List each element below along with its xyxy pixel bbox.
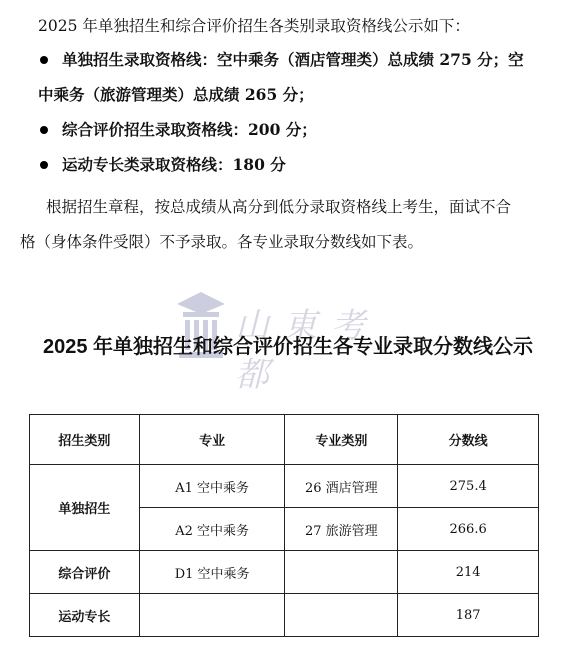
major-cell: A2 空中乘务	[139, 508, 285, 551]
score-cell: 187	[398, 594, 539, 637]
bullet-text: 运动专长类录取资格线：180 分	[62, 155, 286, 174]
bullet-icon	[40, 56, 48, 64]
category-cell: 运动专长	[30, 594, 140, 637]
major-type-cell	[285, 551, 398, 594]
table-row	[30, 465, 539, 508]
paragraph-line-1: 根据招生章程，按总成绩从高分到低分录取资格线上考生，面试不合	[46, 198, 512, 216]
header-cell: 分数线	[398, 415, 539, 465]
major-type-cell	[285, 594, 398, 637]
bullet-text: 综合评价招生录取资格线：200 分；	[62, 120, 317, 139]
header-cell: 专业	[139, 415, 285, 465]
intro-heading: 2025 年单独招生和综合评价招生各类别录取资格线公示如下：	[38, 17, 470, 35]
bullet-text: 单独招生录取资格线：空中乘务（酒店管理类）总成绩 275 分；空	[62, 50, 524, 69]
major-type-cell: 27 旅游管理	[285, 508, 398, 551]
header-cell: 招生类别	[30, 415, 140, 465]
table-title: 2025 年单独招生和综合评价招生各专业录取分数线公示	[42, 336, 534, 358]
category-cell: 单独招生	[30, 465, 140, 551]
major-cell: D1 空中乘务	[139, 551, 285, 594]
score-table	[29, 414, 539, 637]
table-row	[30, 551, 539, 594]
major-cell: A1 空中乘务	[139, 465, 285, 508]
header-cell: 专业类别	[285, 415, 398, 465]
table-row	[30, 594, 539, 637]
major-cell	[139, 594, 285, 637]
bullet-icon	[40, 161, 48, 169]
bullet-item-continuation: 中乘务（旅游管理类）总成绩 265 分；	[38, 85, 314, 104]
bullet-icon	[40, 126, 48, 134]
score-cell: 275.4	[398, 465, 539, 508]
category-cell: 综合评价	[30, 551, 140, 594]
paragraph-line-2: 格（身体条件受限）不予录取。各专业录取分数线如下表。	[20, 233, 424, 251]
bullet-item-individual	[38, 48, 524, 70]
score-cell: 214	[398, 551, 539, 594]
major-type-cell: 26 酒店管理	[285, 465, 398, 508]
bullet-item-sports	[38, 153, 286, 175]
score-cell: 266.6	[398, 508, 539, 551]
bullet-item-comprehensive	[38, 118, 317, 140]
watermark-text: 山東考都	[235, 306, 379, 395]
table-header-row	[30, 415, 539, 465]
